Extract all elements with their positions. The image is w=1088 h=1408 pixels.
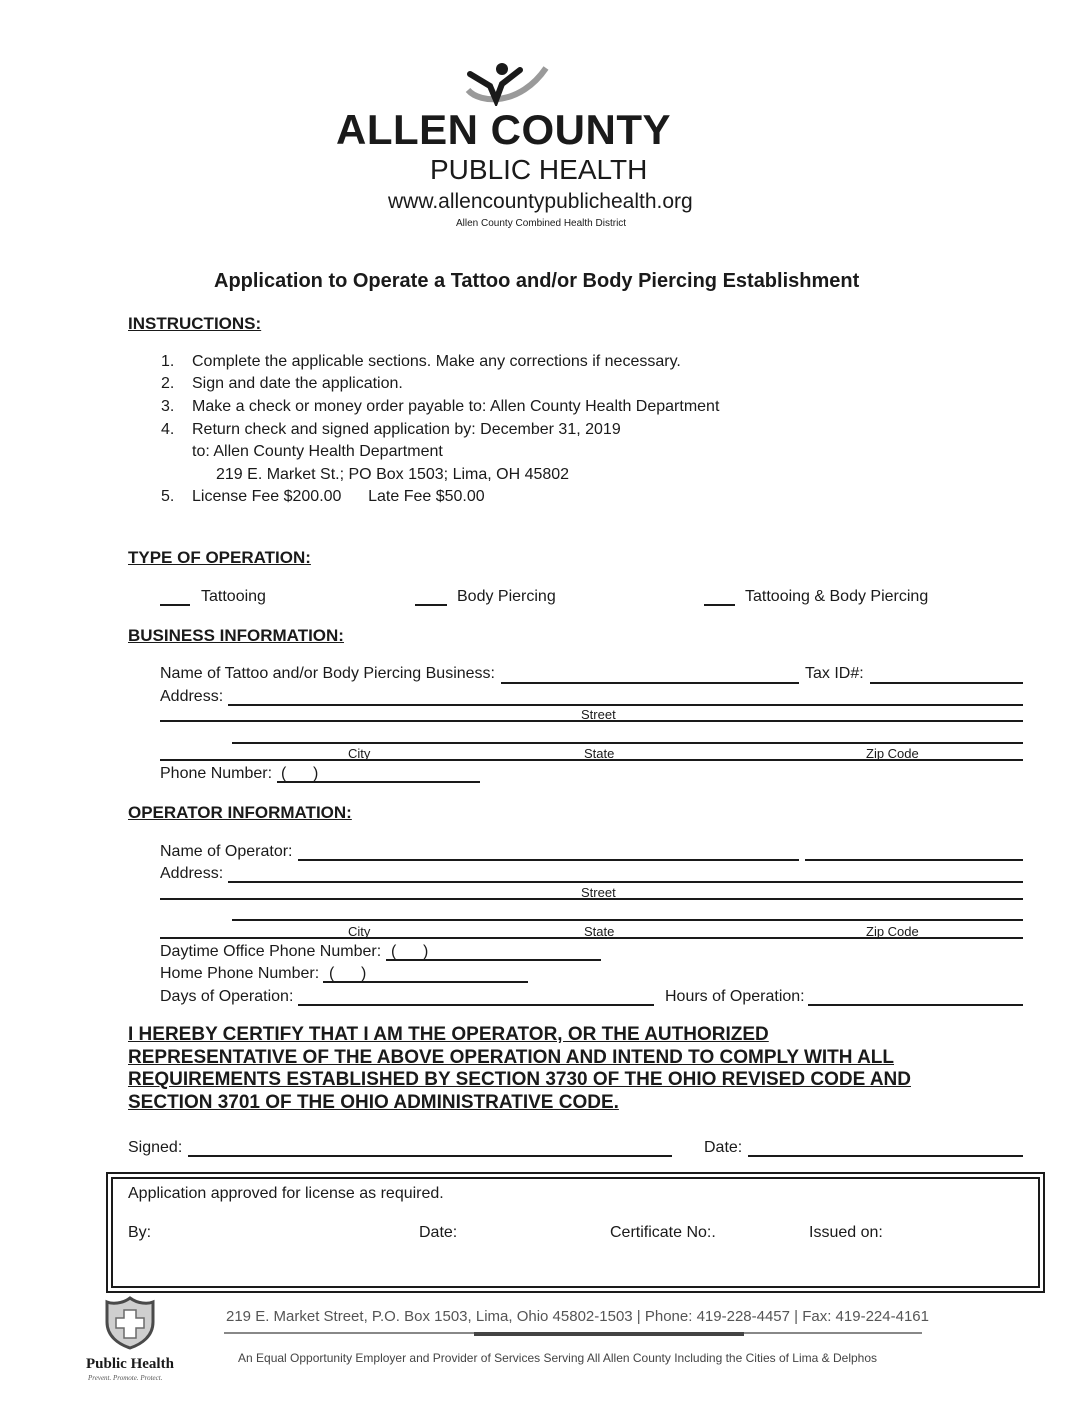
approved-by-label: By: [128, 1224, 152, 1241]
certification-line: SECTION 3701 OF THE OHIO ADMINISTRATIVE CODE. [128, 1091, 619, 1113]
certification-line: I HEREBY CERTIFY THAT I AM THE OPERATOR, OR THE AUTHORIZED [128, 1024, 769, 1045]
days-label: Days of Operation: [160, 988, 294, 1005]
option-both: Tattooing & Body Piercing [745, 588, 929, 605]
issued-on-label: Issued on: [809, 1224, 883, 1241]
body-piercing-blank[interactable] [415, 604, 447, 606]
operator-address-field[interactable] [228, 881, 1023, 883]
operation-heading: TYPE OF OPERATION: [128, 548, 311, 567]
tax-id-field[interactable] [870, 682, 1023, 684]
option-tattooing: Tattooing [201, 588, 266, 605]
date-field[interactable] [748, 1155, 1023, 1157]
city-caption: City [348, 746, 371, 761]
certification-line: REQUIREMENTS ESTABLISHED BY SECTION 3730 OF THE OHIO REVISED CODE AND [128, 1069, 911, 1090]
instruction-text: Return check and signed application by: December 31, 2019 [192, 421, 621, 438]
home-phone-label: Home Phone Number: [160, 965, 320, 982]
business-phone-label: Phone Number: [160, 765, 273, 782]
org-name-line1: ALLEN COUNTY [336, 106, 671, 153]
instruction-text: Complete the applicable sections. Make any corrections if necessary. [192, 353, 681, 370]
tattooing-blank[interactable] [160, 604, 190, 606]
phone-parens: ( ) [391, 943, 429, 960]
signed-label: Signed: [128, 1139, 183, 1156]
approval-date-label: Date: [419, 1224, 458, 1241]
business-address-field[interactable] [228, 704, 1023, 706]
operator-address-label: Address: [160, 865, 224, 882]
operator-name-label: Name of Operator: [160, 843, 293, 860]
operator-heading: OPERATOR INFORMATION: [128, 803, 352, 822]
business-address-label: Address: [160, 688, 224, 705]
both-blank[interactable] [704, 604, 735, 606]
phone-parens: ( ) [329, 965, 367, 982]
date-label: Date: [704, 1139, 743, 1156]
operator-name-extra-field[interactable] [805, 859, 1023, 861]
equal-opportunity-text: An Equal Opportunity Employer and Provider of Services Serving All Allen County Including the Cities of Lima & Delphos [238, 1351, 877, 1365]
certification-line: REPRESENTATIVE OF THE ABOVE OPERATION AND INTEND TO COMPLY WITH ALL [128, 1046, 895, 1068]
daytime-phone-label: Daytime Office Phone Number: [160, 943, 382, 960]
website-link[interactable]: www.allencountypublichealth.org [388, 190, 693, 213]
business-name-label: Name of Tattoo and/or Body Piercing Business: [160, 665, 495, 682]
figure-logo-icon [460, 60, 550, 106]
street-caption: Street [581, 707, 616, 722]
org-name-line2: PUBLIC HEALTH [430, 154, 648, 185]
footer-address: 219 E. Market Street, P.O. Box 1503, Lima, Ohio 45802-1503 | Phone: 419-228-4457 | Fax: 419-224-4161 [226, 1308, 929, 1325]
option-body-piercing: Body Piercing [457, 588, 556, 605]
business-line-extra[interactable] [232, 742, 1023, 744]
days-field[interactable] [298, 1004, 654, 1006]
operator-name-field[interactable] [298, 859, 799, 861]
shield-cross-icon [104, 1296, 156, 1350]
street-caption: Street [581, 885, 616, 900]
footer-rule-accent [474, 1332, 744, 1336]
instructions-heading: INSTRUCTIONS: [128, 314, 262, 333]
state-caption: State [584, 746, 615, 761]
instruction-4-line2: to: Allen County Health Department [192, 443, 443, 460]
hours-field[interactable] [808, 1004, 1023, 1006]
operator-line-extra[interactable] [232, 919, 1023, 921]
instruction-number: 4. [161, 421, 175, 438]
certification-statement [128, 1024, 1028, 1114]
logo-tagline: Prevent. Promote. Protect. [88, 1374, 163, 1382]
instruction-number: 1. [161, 353, 175, 370]
certificate-number-label: Certificate No:. [610, 1224, 716, 1241]
page-title: Application to Operate a Tattoo and/or Body Piercing Establishment [214, 270, 860, 292]
public-health-logo [84, 1296, 194, 1382]
instruction-text: Make a check or money order payable to: Allen County Health Department [192, 398, 720, 415]
approval-text: Application approved for license as required. [128, 1185, 444, 1202]
approval-box [106, 1172, 1045, 1293]
instruction-text: License Fee $200.00 Late Fee $50.00 [192, 488, 485, 505]
instruction-number: 2. [161, 375, 175, 392]
logo-text: Public Health [86, 1356, 174, 1372]
city-caption: City [348, 924, 371, 939]
zip-caption: Zip Code [866, 746, 919, 761]
state-caption: State [584, 924, 615, 939]
hours-label: Hours of Operation: [665, 988, 805, 1005]
phone-parens: ( ) [281, 765, 319, 782]
zip-caption: Zip Code [866, 924, 919, 939]
district-name: Allen County Combined Health District [456, 218, 627, 229]
signature-field[interactable] [188, 1155, 672, 1157]
instruction-number: 3. [161, 398, 175, 415]
instruction-text: Sign and date the application. [192, 375, 403, 392]
business-heading: BUSINESS INFORMATION: [128, 626, 344, 645]
instruction-4-line3: 219 E. Market St.; PO Box 1503; Lima, OH 45802 [216, 466, 570, 483]
tax-id-label: Tax ID#: [805, 665, 864, 682]
instruction-number: 5. [161, 488, 175, 505]
business-name-field[interactable] [501, 682, 799, 684]
